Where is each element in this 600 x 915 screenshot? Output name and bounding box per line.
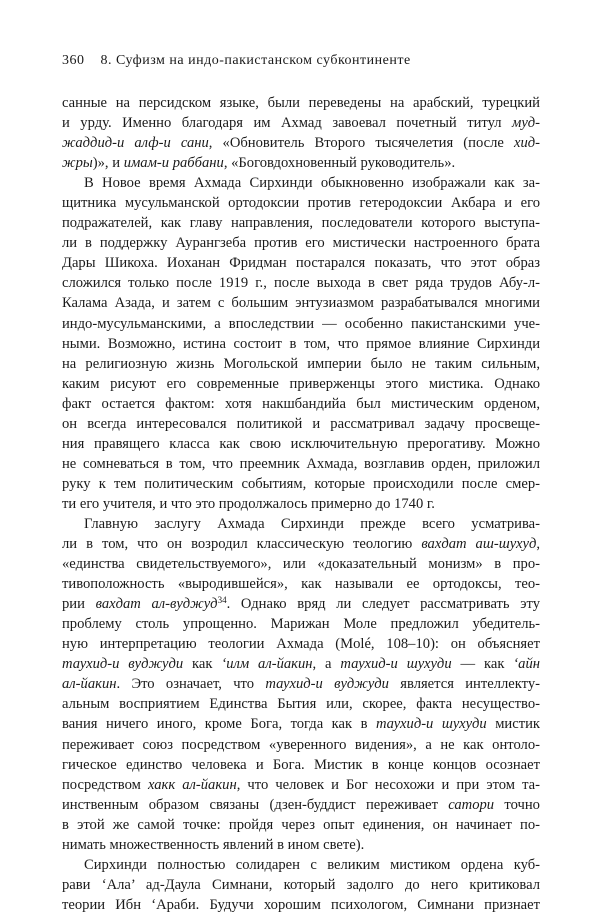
text-line: индо-мусульманскими, а впоследствии — особенно пакистанскими уче- <box>62 315 540 332</box>
paragraph-start: В Новое время Ахмада Сирхинди обыкновенно изображали как за- <box>84 175 540 192</box>
text-line: нимать множественность явлений в ином свете). <box>62 836 365 853</box>
running-header <box>62 53 411 69</box>
text-line: рии вахдат ал-вуджуд$^{34}$. Однако вряд ли следует рассматривать эту <box>62 595 540 613</box>
text-line: не сомневаться в том, что преемник Ахмада, возглавив орден, приложил <box>62 455 540 472</box>
page-number: 360 <box>62 53 85 68</box>
text-line: тивоположность «выродившейся», как называли ее ортодоксы, тео- <box>62 576 540 593</box>
text-line: ными. Возможно, истина состоит в том, что прямое влияние Сирхинди <box>62 335 540 352</box>
text-line: санные на персидском языке, были переведены на арабский, турецкий <box>62 95 540 111</box>
text-line: таухид-и вуджуди как ʻилм ал-йакин, а таухид-и шухуди — как ʻайн <box>62 656 540 673</box>
text-line: проблему столь упрощенно. Марижан Моле предложил убедитель- <box>62 616 540 633</box>
text-line: теории Ибн ʻАраби. Будучи хорошим психологом, Симнани признает <box>62 896 540 913</box>
text-line: ал-йакин. Это означает, что таухид-и вуджуди является интеллекту- <box>62 676 540 693</box>
text-line: переживает союз посредством «уверенного видения», а не как онтоло- <box>62 736 540 753</box>
text-line: руку к тем политическим событиям, которые происходили после смер- <box>62 475 540 492</box>
text-line: ли в поддержку Аурангзеба против его мистически настроенного брата <box>62 235 540 252</box>
paragraph-start: Сирхинди полностью солидарен с великим мистиком ордена куб- <box>84 856 540 873</box>
text-line: каким рисуют его современные приверженцы этого мистика. Однако <box>62 375 540 392</box>
text-line: вания ничего иного, кроме Бога, тогда как в таухид-и шухуди мистик <box>62 716 540 733</box>
text-line: Калама Азада, и затем с большим энтузиазмом разрабатывался многими <box>62 295 540 312</box>
text-line: ли в том, что он возродил классическую теологию вахдат аш-шухуд, <box>62 536 540 553</box>
text-line: гическое единство человека и Бога. Мистик в конце концов осознает <box>62 756 540 773</box>
text-line: ти его учителя, и что это продолжалось примерно до 1740 г. <box>62 495 435 512</box>
text-line: жаддид-и алф-и сани, «Обновитель Второго тысячелетия (после хид- <box>62 135 540 152</box>
text-line: жры)», и имам-и раббани, «Боговдохновенный руководитель». <box>62 155 456 172</box>
text-line: факт остается фактом: хотя накшбандийа был мистическим орденом, <box>62 395 540 412</box>
text-line: и урду. Именно благодаря им Ахмад завоевал почетный титул муд- <box>62 115 540 132</box>
text-line: ния правящего класса как свою исключительную прерогативу. Можно <box>62 435 540 452</box>
text-line: на религиозную жизнь Могольской империи было не таким сильным, <box>62 355 540 372</box>
text-line: подражателей, как главу направления, последователи которого выступа- <box>62 215 540 232</box>
text-line: он всегда интересовался политикой и рассматривал задачу просвеще- <box>62 415 540 432</box>
text-line: щитника мусульманской ортодоксии против гетеродоксии Акбара и его <box>62 195 540 212</box>
text-line: рави ʻАла’ ад-Даула Симнани, который задолго до него критиковал <box>62 876 540 893</box>
chapter-title: 8. Суфизм на индо-пакистанском субконтиненте <box>100 53 411 68</box>
text-line: посредством хакк ал-йакин, что человек и Бог несохожи и при этом та- <box>62 776 540 793</box>
footnote-mark: 34 <box>217 595 227 606</box>
text-line: сложился только после 1919 г., после выхода в свет ряда трудов Абу-л- <box>62 275 540 292</box>
text-line: ную интерпретацию теологии Ахмада (Molé, 108–10): он объясняет <box>62 636 540 653</box>
text-line: альным восприятием Единства Бытия или, скорее, факта несущество- <box>62 696 540 713</box>
body-text <box>62 93 540 915</box>
text-line: в этой же самой точке: пройдя через опыт единения, он начинает по- <box>62 816 540 833</box>
paragraph-start: Главную заслугу Ахмада Сирхинди прежде всего усматрива- <box>84 515 540 532</box>
text-line: «единства свидетельствуемого», или «доказательный монизм» в про- <box>62 556 540 573</box>
text-line: Дары Шикоха. Иоханан Фридман постарался показать, что этот образ <box>62 255 540 272</box>
text-line: инственным образом связаны (дзен-буддист переживает сатори точно <box>62 796 540 813</box>
